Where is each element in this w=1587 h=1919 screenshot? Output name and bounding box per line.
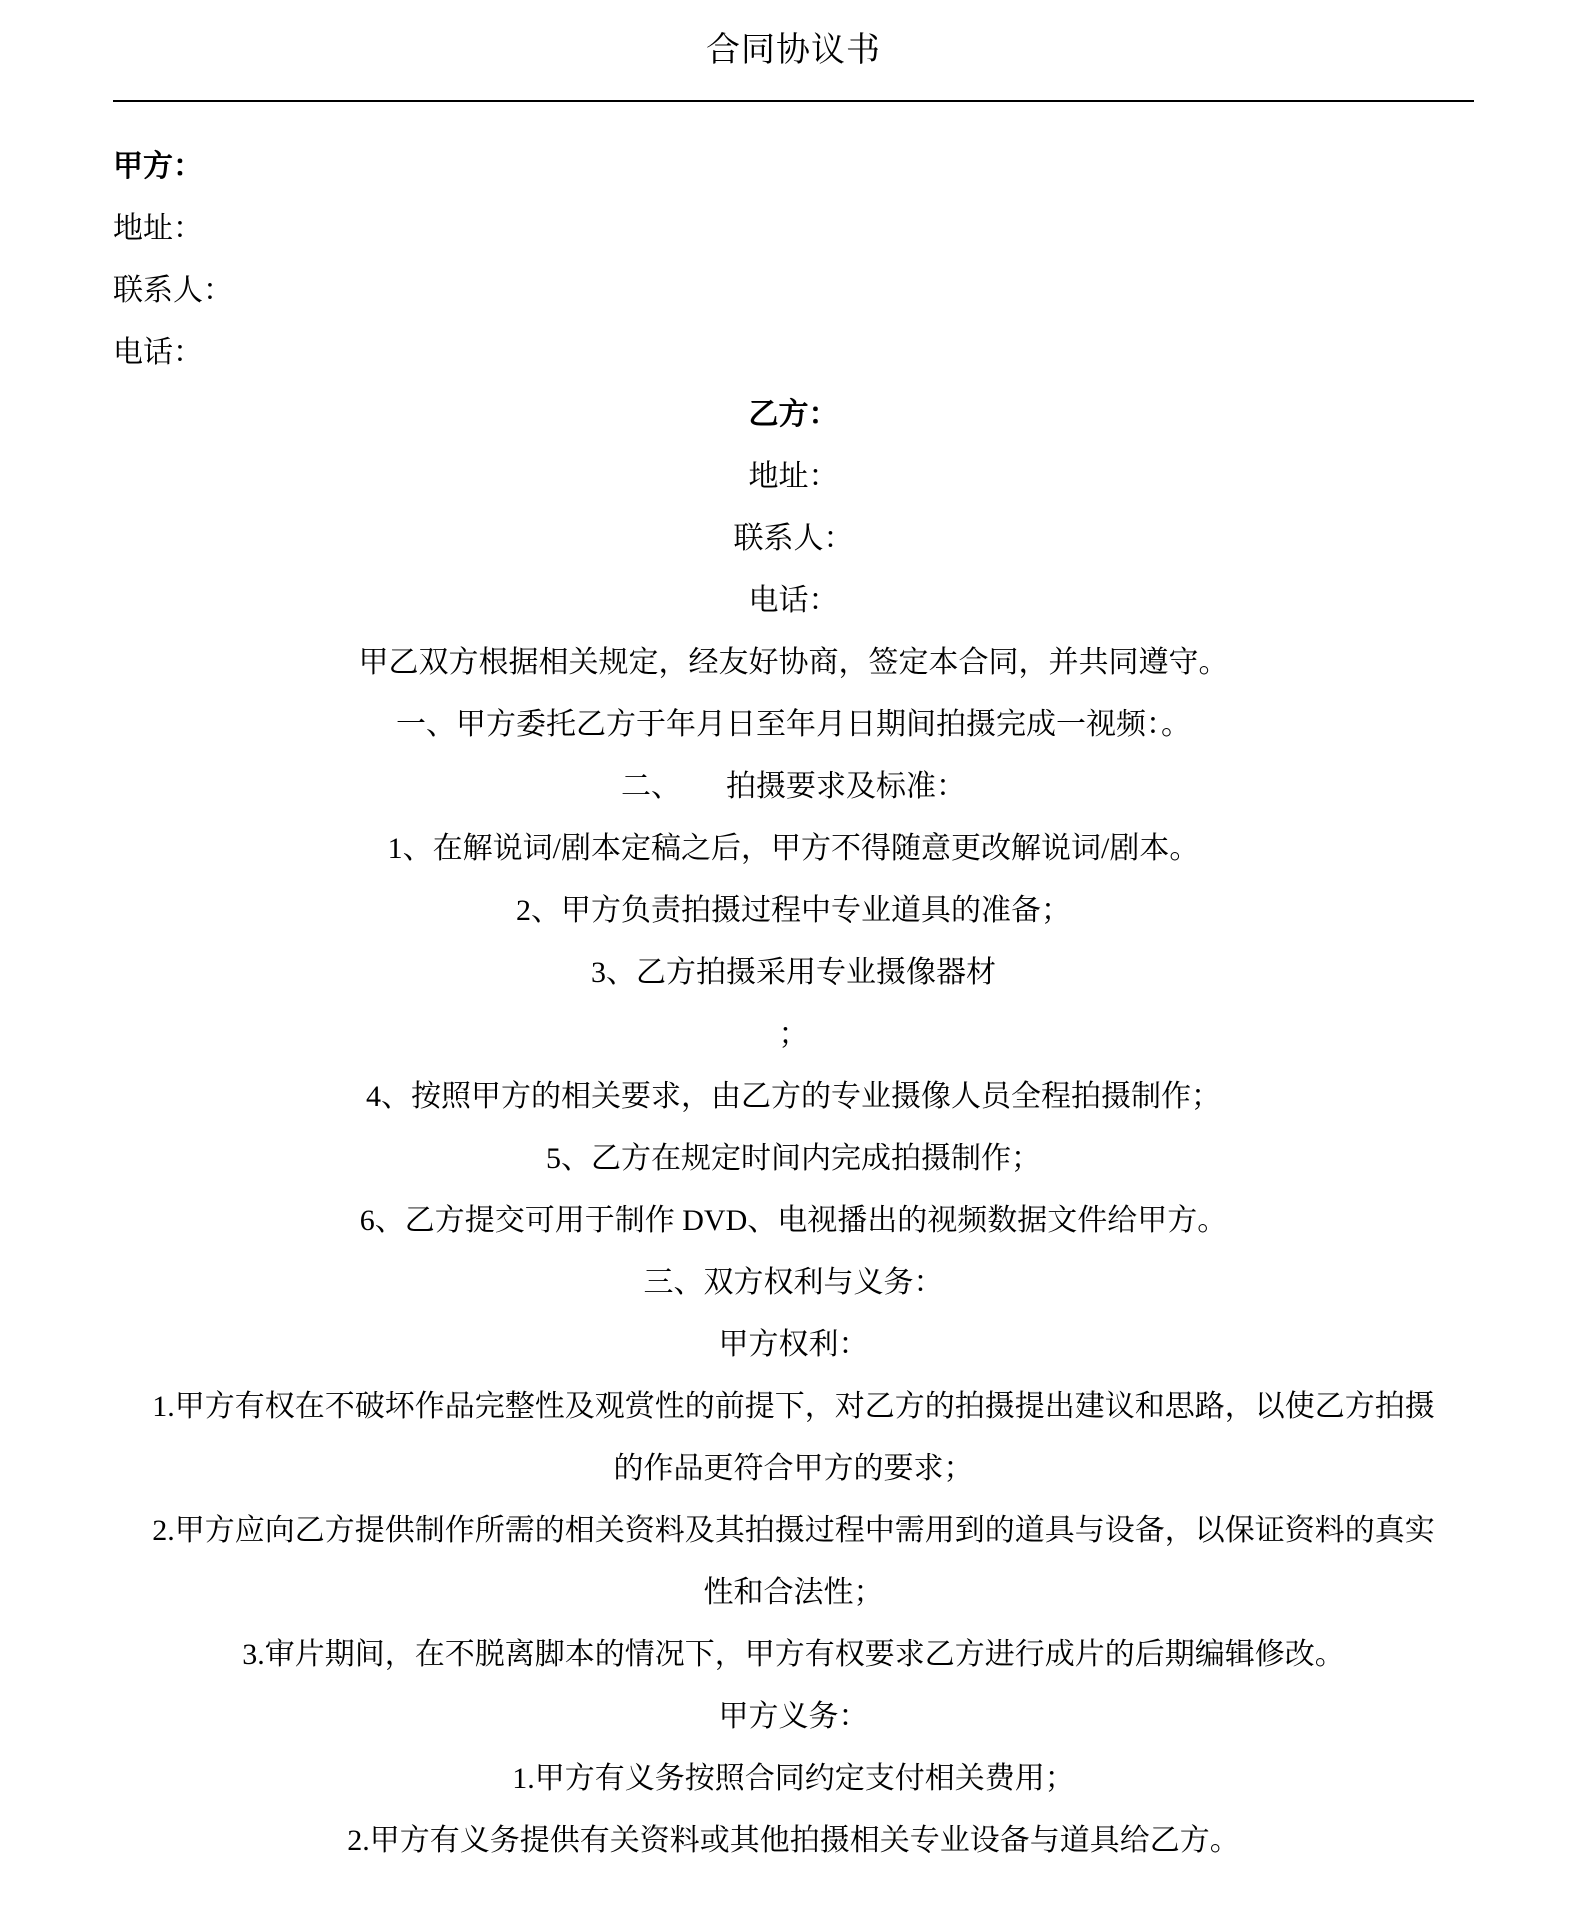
document-line: 甲方权利： xyxy=(718,1328,869,1361)
document-line: 1.甲方有义务按照合同约定支付相关费用； xyxy=(512,1762,1075,1795)
document-line: 2.甲方应向乙方提供制作所需的相关资料及其拍摄过程中需用到的道具与设备，以保证资料的真实 xyxy=(152,1514,1435,1547)
document-line: 5、乙方在规定时间内完成拍摄制作； xyxy=(546,1142,1041,1175)
document-line: 三、双方权利与义务： xyxy=(643,1266,944,1299)
document-line: 地址： xyxy=(113,212,203,245)
document-line: ； xyxy=(778,1018,809,1051)
document-line: 甲方： xyxy=(113,150,203,183)
document-line: 性和合法性； xyxy=(703,1576,884,1609)
document-line: 的作品更符合甲方的要求； xyxy=(613,1452,974,1485)
document-line: 电话： xyxy=(113,336,203,369)
document-line: 一、甲方委托乙方于年月日至年月日期间拍摄完成一视频：。 xyxy=(396,708,1191,741)
document-line: 3.审片期间，在不脱离脚本的情况下，甲方有权要求乙方进行成片的后期编辑修改。 xyxy=(242,1638,1345,1671)
document-title: 合同协议书 xyxy=(706,31,881,69)
document-line: 联系人： xyxy=(113,274,233,307)
document-line: 3、乙方拍摄采用专业摄像器材 xyxy=(591,956,996,989)
document-body xyxy=(113,136,1474,1872)
document-line: 4、按照甲方的相关要求，由乙方的专业摄像人员全程拍摄制作； xyxy=(366,1080,1221,1113)
document-line: 1.甲方有权在不破坏作品完整性及观赏性的前提下，对乙方的拍摄提出建议和思路，以使乙方拍摄 xyxy=(152,1390,1435,1423)
document-line: 甲乙双方根据相关规定，经友好协商，签定本合同，并共同遵守。 xyxy=(358,646,1229,679)
document-line: 2、甲方负责拍摄过程中专业道具的准备； xyxy=(516,894,1071,927)
document-line: 二、 拍摄要求及标准： xyxy=(621,770,966,803)
document-line: 联系人： xyxy=(733,522,854,555)
document-line: 1、在解说词/剧本定稿之后，甲方不得随意更改解说词/剧本。 xyxy=(387,832,1200,865)
document-line: 2.甲方有义务提供有关资料或其他拍摄相关专业设备与道具给乙方。 xyxy=(347,1824,1240,1857)
document-header xyxy=(113,0,1474,102)
document-line: 6、乙方提交可用于制作 DVD、电视播出的视频数据文件给甲方。 xyxy=(359,1204,1228,1237)
document-line: 甲方义务： xyxy=(718,1700,869,1733)
document-line: 乙方： xyxy=(748,398,839,431)
document-line: 电话： xyxy=(748,584,839,617)
document-line: 地址： xyxy=(748,460,839,493)
